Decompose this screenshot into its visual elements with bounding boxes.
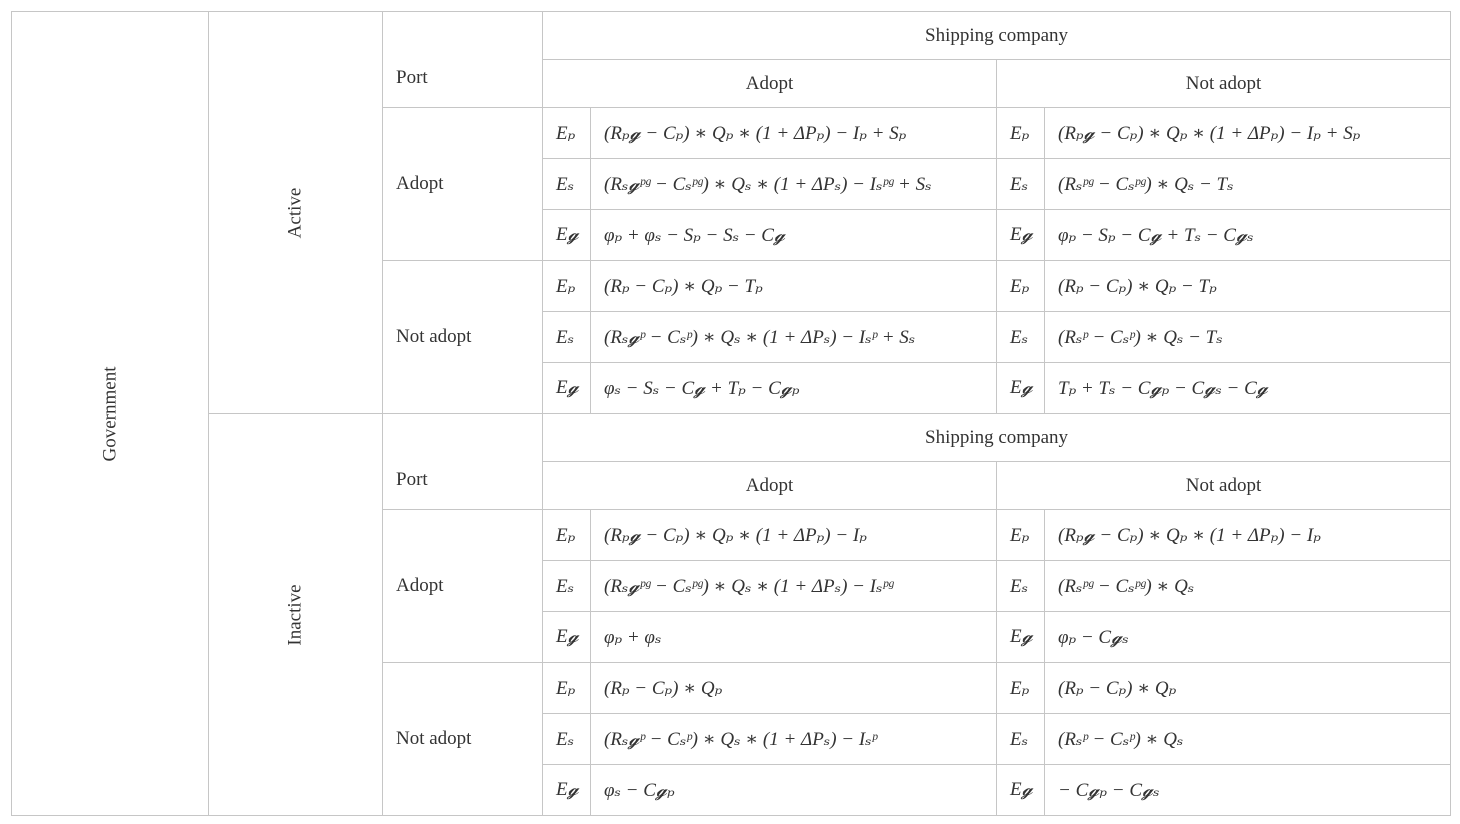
payoff-formula: (Rₚ − Cₚ) ∗ Qₚ <box>1058 677 1177 699</box>
shipping-not-adopt-header-cell <box>997 462 1451 510</box>
payoff-symbol-cell <box>543 663 591 714</box>
payoff-symbol-cell <box>997 663 1045 714</box>
shipping-company-header-cell <box>543 12 1451 60</box>
payoff-symbol: Eₚ <box>1010 524 1030 546</box>
payoff-formula: φₚ + φₛ − Sₚ − Sₛ − C𝓰 <box>604 224 786 246</box>
payoff-symbol: Eₚ <box>1010 122 1030 144</box>
payoff-symbol: E𝓰 <box>1010 626 1033 647</box>
payoff-formula: Tₚ + Tₛ − C𝓰ₚ − C𝓰ₛ − C𝓰 <box>1058 377 1268 399</box>
payoff-symbol-cell <box>997 261 1045 312</box>
payoff-symbol: Eₚ <box>1010 275 1030 297</box>
payoff-formula-cell <box>1045 714 1451 765</box>
port-label: Port <box>396 468 428 490</box>
payoff-formula-cell <box>591 765 997 816</box>
shipping-company-header-cell <box>543 414 1451 462</box>
table-row <box>12 12 1451 60</box>
payoff-formula-cell <box>1045 663 1451 714</box>
payoff-symbol: Eₛ <box>556 173 575 195</box>
payoff-symbol: Eₚ <box>556 677 576 699</box>
payoff-symbol-cell <box>997 765 1045 816</box>
payoff-formula: − C𝓰ₚ − C𝓰ₛ <box>1058 779 1160 801</box>
payoff-formula-cell <box>591 108 997 159</box>
payoff-symbol-cell <box>997 612 1045 663</box>
government-strategy-cell <box>209 12 383 414</box>
payoff-symbol: E𝓰 <box>1010 224 1033 245</box>
payoff-formula-cell <box>1045 261 1451 312</box>
payoff-symbol-cell <box>997 714 1045 765</box>
payoff-symbol-cell <box>997 561 1045 612</box>
payoff-formula-cell <box>1045 510 1451 561</box>
payoff-symbol: E𝓰 <box>556 224 579 245</box>
payoff-formula: (Rₚ𝓰 − Cₚ) ∗ Qₚ ∗ (1 + ΔPₚ) − Iₚ <box>604 524 867 546</box>
payoff-formula-cell <box>591 612 997 663</box>
table-row <box>12 414 1451 462</box>
shipping-adopt-header-cell <box>543 60 997 108</box>
payoff-symbol: Eₚ <box>556 275 576 297</box>
payoff-formula: φₛ − C𝓰ₚ <box>604 779 675 801</box>
shipping-adopt-label: Adopt <box>745 474 794 496</box>
payoff-symbol: Eₛ <box>1010 326 1029 348</box>
port-strategy-label: Adopt <box>396 575 444 596</box>
government-strategy-cell <box>209 414 383 816</box>
shipping-not-adopt-label: Not adopt <box>1185 72 1262 94</box>
payoff-formula: φₚ + φₛ <box>604 626 662 648</box>
payoff-symbol-cell <box>543 510 591 561</box>
payoff-symbol-cell <box>543 261 591 312</box>
government-strategy-label: Inactive <box>284 583 306 646</box>
payoff-formula-cell <box>1045 159 1451 210</box>
payoff-formula: (Rₚ − Cₚ) ∗ Qₚ − Tₚ <box>1058 275 1217 297</box>
payoff-symbol-cell <box>543 312 591 363</box>
payoff-symbol-cell <box>543 210 591 261</box>
payoff-formula: (Rₛᵖ − Cₛᵖ) ∗ Qₛ − Tₛ <box>1058 326 1223 348</box>
payoff-symbol: E𝓰 <box>1010 779 1033 800</box>
payoff-symbol: Eₛ <box>1010 575 1029 597</box>
payoff-symbol: Eₚ <box>556 122 576 144</box>
payoff-symbol: E𝓰 <box>556 779 579 800</box>
payoff-formula: (Rₛ𝓰ᵖᵍ − Cₛᵖᵍ) ∗ Qₛ ∗ (1 + ΔPₛ) − Iₛᵖᵍ <box>604 575 894 597</box>
payoff-formula-cell <box>591 561 997 612</box>
payoff-formula-cell <box>591 363 997 414</box>
port-label: Port <box>396 66 428 88</box>
payoff-symbol: Eₛ <box>1010 173 1029 195</box>
payoff-formula: (Rₚ − Cₚ) ∗ Qₚ − Tₚ <box>604 275 763 297</box>
port-header-cell <box>383 414 543 510</box>
port-strategy-cell <box>383 261 543 414</box>
payoff-formula: φₚ − C𝓰ₛ <box>1058 626 1129 648</box>
port-header-cell <box>383 12 543 108</box>
port-strategy-cell <box>383 663 543 816</box>
payoff-formula: (Rₚ𝓰 − Cₚ) ∗ Qₚ ∗ (1 + ΔPₚ) − Iₚ + Sₚ <box>1058 122 1361 144</box>
payoff-symbol: E𝓰 <box>556 626 579 647</box>
payoff-symbol-cell <box>543 108 591 159</box>
port-strategy-cell <box>383 510 543 663</box>
payoff-symbol-cell <box>543 714 591 765</box>
payoff-formula-cell <box>591 714 997 765</box>
payoff-formula-cell <box>1045 612 1451 663</box>
payoff-symbol-cell <box>543 561 591 612</box>
payoff-formula: φₚ − Sₚ − C𝓰 + Tₛ − C𝓰ₛ <box>1058 224 1254 246</box>
payoff-symbol-cell <box>543 765 591 816</box>
payoff-formula: (Rₚ𝓰 − Cₚ) ∗ Qₚ ∗ (1 + ΔPₚ) − Iₚ + Sₚ <box>604 122 907 144</box>
payoff-formula: (Rₛᵖ − Cₛᵖ) ∗ Qₛ <box>1058 728 1184 750</box>
payoff-symbol-cell <box>997 510 1045 561</box>
port-strategy-label: Adopt <box>396 173 444 194</box>
payoff-formula-cell <box>1045 561 1451 612</box>
payoff-formula-cell <box>591 261 997 312</box>
payoff-symbol: Eₛ <box>1010 728 1029 750</box>
port-strategy-label: Not adopt <box>396 326 472 347</box>
payoff-formula: (Rₛᵖᵍ − Cₛᵖᵍ) ∗ Qₛ − Tₛ <box>1058 173 1234 195</box>
payoff-formula-cell <box>1045 210 1451 261</box>
payoff-formula-cell <box>1045 312 1451 363</box>
shipping-not-adopt-label: Not adopt <box>1185 474 1262 496</box>
payoff-formula-cell <box>1045 363 1451 414</box>
payoff-symbol-cell <box>997 363 1045 414</box>
payoff-formula: (Rₚ − Cₚ) ∗ Qₚ <box>604 677 723 699</box>
payoff-symbol-cell <box>543 363 591 414</box>
payoff-symbol: Eₛ <box>556 575 575 597</box>
shipping-adopt-label: Adopt <box>745 72 794 94</box>
payoff-formula-cell <box>1045 765 1451 816</box>
payoff-symbol: E𝓰 <box>556 377 579 398</box>
payoff-formula: (Rₛ𝓰ᵖᵍ − Cₛᵖᵍ) ∗ Qₛ ∗ (1 + ΔPₛ) − Iₛᵖᵍ + Sₛ <box>604 173 932 195</box>
payoff-formula-cell <box>1045 108 1451 159</box>
payoff-symbol: Eₚ <box>556 524 576 546</box>
payoff-symbol-cell <box>997 210 1045 261</box>
payoff-symbol: Eₛ <box>556 326 575 348</box>
payoff-formula-cell <box>591 210 997 261</box>
government-label: Government <box>98 366 120 461</box>
port-strategy-label: Not adopt <box>396 728 472 749</box>
payoff-symbol: Eₚ <box>1010 677 1030 699</box>
payoff-symbol-cell <box>997 159 1045 210</box>
shipping-not-adopt-header-cell <box>997 60 1451 108</box>
payoff-symbol-cell <box>543 159 591 210</box>
payoff-formula-cell <box>591 159 997 210</box>
payoff-formula-cell <box>591 663 997 714</box>
payoff-formula: (Rₛᵖᵍ − Cₛᵖᵍ) ∗ Qₛ <box>1058 575 1195 597</box>
payoff-symbol-cell <box>997 108 1045 159</box>
payoff-formula: (Rₛ𝓰ᵖ − Cₛᵖ) ∗ Qₛ ∗ (1 + ΔPₛ) − Iₛᵖ + Sₛ <box>604 326 916 348</box>
payoff-matrix-table <box>11 11 1451 816</box>
payoff-formula: φₛ − Sₛ − C𝓰 + Tₚ − C𝓰ₚ <box>604 377 800 399</box>
government-header-cell <box>12 12 209 816</box>
payoff-symbol: Eₛ <box>556 728 575 750</box>
government-strategy-label: Active <box>284 187 306 238</box>
port-strategy-cell <box>383 108 543 261</box>
payoff-symbol-cell <box>543 612 591 663</box>
shipping-adopt-header-cell <box>543 462 997 510</box>
payoff-formula: (Rₚ𝓰 − Cₚ) ∗ Qₚ ∗ (1 + ΔPₚ) − Iₚ <box>1058 524 1321 546</box>
payoff-formula: (Rₛ𝓰ᵖ − Cₛᵖ) ∗ Qₛ ∗ (1 + ΔPₛ) − Iₛᵖ <box>604 728 877 750</box>
payoff-symbol: E𝓰 <box>1010 377 1033 398</box>
payoff-formula-cell <box>591 312 997 363</box>
shipping-company-label: Shipping company <box>925 24 1069 46</box>
payoff-formula-cell <box>591 510 997 561</box>
payoff-symbol-cell <box>997 312 1045 363</box>
shipping-company-label: Shipping company <box>925 426 1069 448</box>
